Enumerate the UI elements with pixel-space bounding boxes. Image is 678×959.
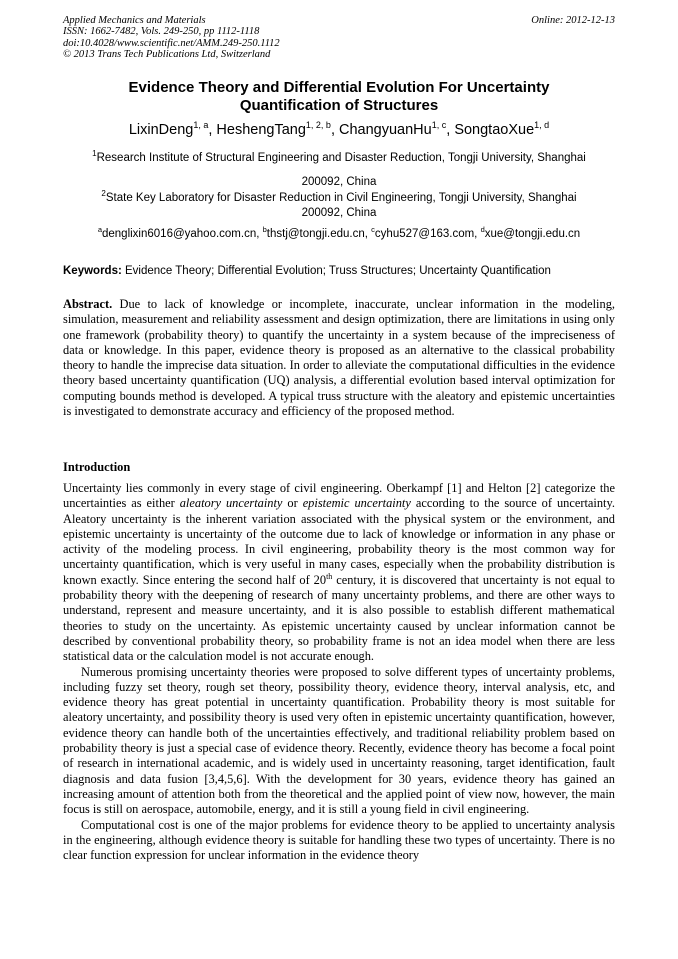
abstract-label: Abstract. xyxy=(63,297,113,311)
paragraph: Numerous promising uncertainty theories were proposed to solve different types of uncertainty problems, including fuzzy set theory, rough set theory, possibility theory, evidence theory, interval analysis, etc, and evidence theory has great potential in uncertainty quantification. Probability theory is most suitable for aleatory uncertainty, and possibility theory is used very often in epistemic uncertainty quantification, however, evidence theory can handle both of the uncertainties effectively, and traditional reliability problem based on probability theory is just a special case of evidence theory. Recently, evidence theory has become a focal point of research in international academic, and is widely used in uncertainty reasoning, target identification, fault diagnosis and data fusion [3,4,5,6]. With the development for 30 years, evidence theory has gained an increasing amount of attention both from the theoretical and the applied point of view now, however, the main focus is still on aerospace, automobile, energy, and it is still a young field in civil engineering. xyxy=(63,664,615,817)
affiliation-text: State Key Laboratory for Disaster Reduction in Civil Engineering, Tongji University, Shanghai xyxy=(105,192,577,204)
author-list xyxy=(60,121,618,139)
emphasis-term: aleatory uncertainty xyxy=(179,496,283,511)
email-list xyxy=(60,226,618,242)
text-run: Uncertainty lies commonly in every stage of civil engineering. Oberkampf [1] and Helton [2] categorize the uncertainties as either xyxy=(63,481,615,511)
journal-name: Applied Mechanics and Materials xyxy=(63,15,206,26)
title-line-1: Evidence Theory and Differential Evolution For Uncertainty xyxy=(128,79,550,96)
author-separator: , xyxy=(208,122,217,138)
author-affiliation-mark: 1, d xyxy=(534,120,550,130)
email-address[interactable]: xue@tongji.edu.cn xyxy=(484,228,581,240)
author-name: ChangyuanHu xyxy=(339,122,432,138)
text-run: according to the source of uncertainty. Aleatory uncertainty is the inherent variation associated with the physical system or the environment, and epistemic uncertainty is uncertainty of the outcome due to lack of knowledge or information in any phase or activity of the modeling process. In civil engineering, probability theory is the most common way for uncertainty quantification, which is very useful in many cases, especially when the probability distribution is known exactly. Since entering the second half of 20 xyxy=(63,496,615,587)
text-run: or xyxy=(282,496,303,511)
issn-line: ISSN: 1662-7482, Vols. 249-250, pp 1112-1118 xyxy=(63,26,260,38)
email-mark: b xyxy=(262,225,267,234)
superscript: th xyxy=(326,571,333,581)
author-affiliation-mark: 1, 2, b xyxy=(305,120,331,130)
author-separator: , xyxy=(446,122,455,138)
section-heading-introduction: Introduction xyxy=(63,460,131,474)
author-name: SongtaoXue xyxy=(454,122,535,138)
paragraph: Computational cost is one of the major problems for evidence theory to be applied to uncertainty analysis in the engineering, although evidence theory is suitable for handling these two types of uncertainty. There is no clear function expression for unclear information in the evidence theory xyxy=(63,817,615,863)
copyright-line: © 2013 Trans Tech Publications Ltd, Switzerland xyxy=(63,49,271,61)
email-mark: c xyxy=(371,225,375,234)
keywords-text: Evidence Theory; Differential Evolution; Truss Structures; Uncertainty Quantification xyxy=(121,265,551,277)
doi-line: doi:10.4028/www.scientific.net/AMM.249-250.1112 xyxy=(63,37,280,49)
affiliation-postcode: 200092, China xyxy=(301,176,377,188)
affiliation-1 xyxy=(63,149,615,191)
abstract-text: Due to lack of knowledge or incomplete, inaccurate, unclear information in the modeling, simulation, measurement and reliability assessment and design optimization, there are limitations in using only one framework (probability theory) to quantify the uncertainty in a system because of the impreciseness of data or knowledge. In this paper, evidence theory is proposed as an alternative to the classical probability theory to handle the imprecise data situation. In order to alleviate the computational difficulties in the evidence theory based uncertainty quantification (UQ) analysis, a differential evolution based interval optimization for computing bounds method is developed. A typical truss structure with the aleatory and epistemic uncertainties is investigated to demonstrate accuracy and efficiency of the proposed method. xyxy=(63,297,615,419)
text-run: century, it is discovered that uncertainty is not equal to probability theory with the deepening of research of many uncertainty problems, and there are other ways to understand, represent and measure uncertainty, and it is also possible to establish different mathematical theories to study on the uncertainty. As epistemic uncertainty caused by unclear information cannot be described by conventional probability theory, so probability frame is not an idea model when there are less statistical data or the calculation model is not accurate enough. xyxy=(63,572,615,664)
author-affiliation-mark: 1, a xyxy=(193,120,209,130)
affiliation-mark: 2 xyxy=(101,189,106,198)
title-line-2: Quantification of Structures xyxy=(239,97,439,114)
email-address[interactable]: cyhu527@163.com, xyxy=(374,228,481,240)
author-affiliation-mark: 1, c xyxy=(431,120,447,130)
paper-title xyxy=(60,79,618,115)
emphasis-term: epistemic uncertainty xyxy=(302,496,411,511)
affiliation-text: Research Institute of Structural Engineering and Disaster Reduction, Tongji University, Shanghai xyxy=(96,152,586,164)
abstract xyxy=(63,297,615,419)
keywords xyxy=(63,263,623,279)
paragraph xyxy=(63,481,615,665)
email-address[interactable]: thstj@tongji.edu.cn, xyxy=(266,228,372,240)
author-separator: , xyxy=(330,122,340,138)
email-mark: a xyxy=(97,225,102,234)
affiliation-mark: 1 xyxy=(92,149,97,158)
author-name: LixinDeng xyxy=(128,122,194,138)
keywords-label: Keywords: xyxy=(63,265,122,277)
email-address[interactable]: denglixin6016@yahoo.com.cn, xyxy=(101,228,263,240)
online-date: Online: 2012-12-13 xyxy=(531,15,615,26)
journal-header xyxy=(63,15,615,61)
introduction-body xyxy=(63,481,615,863)
affiliation-2 xyxy=(63,191,615,221)
affiliation-postcode: 200092, China xyxy=(301,207,377,219)
email-mark: d xyxy=(480,225,485,234)
author-name: HeshengTang xyxy=(216,122,306,138)
